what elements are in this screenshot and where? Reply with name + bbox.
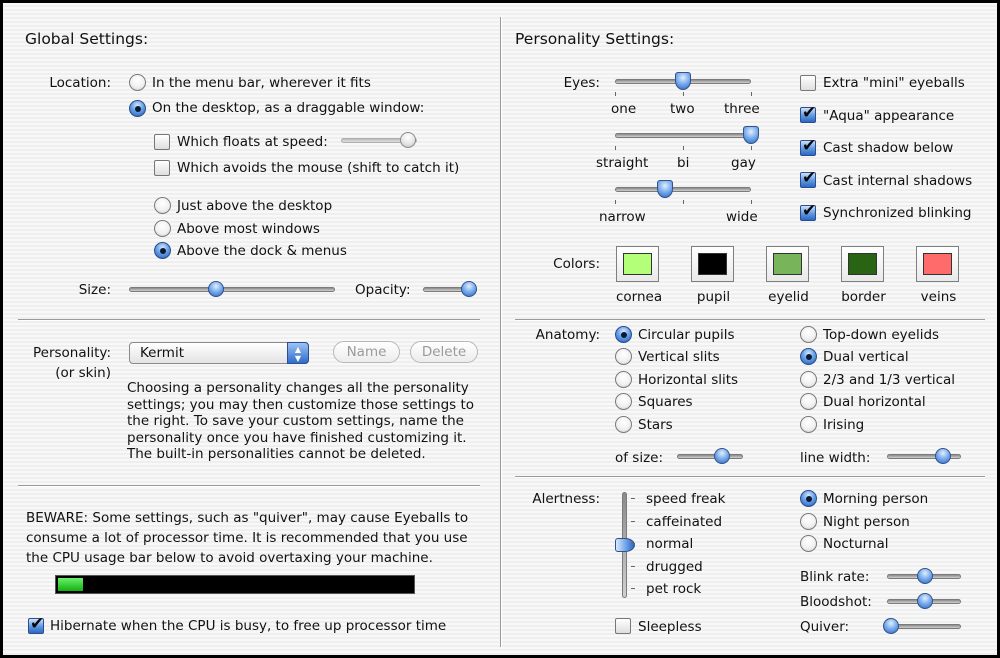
cast-shadow-below-label: Cast shadow below (823, 140, 954, 156)
eyes-width-tick (751, 200, 752, 204)
extra-mini-eyeballs-label: Extra "mini" eyeballs (823, 75, 965, 91)
hibernate-checkbox[interactable] (28, 618, 44, 634)
quiver-label: Quiver: (800, 619, 850, 635)
eyes-count-slider[interactable] (615, 72, 751, 90)
pupil-radio-stars[interactable] (615, 416, 632, 433)
bloodshot-slider[interactable] (887, 592, 961, 610)
color-name-eyelid: eyelid (768, 289, 809, 305)
level-radio-desktop[interactable] (154, 197, 171, 214)
alertness-level-label: normal (646, 536, 694, 552)
eyes-width-tick-label: narrow (599, 209, 646, 225)
person-option-nocturnal: Nocturnal (823, 536, 889, 552)
personality-help-line: personality once you have finished customizing it. (127, 429, 467, 446)
opacity-slider-knob[interactable] (461, 281, 477, 297)
eyes-orientation-tick (615, 146, 616, 150)
eyes-count-tick-label: two (670, 101, 695, 117)
eyes-count-tick (751, 92, 752, 96)
alertness-tick (631, 498, 635, 499)
pupil-swatch (698, 253, 727, 275)
eyes-orientation-tick (751, 146, 752, 150)
name-button[interactable]: Name (333, 341, 400, 363)
location-label: Location: (49, 75, 111, 91)
blink-rate-label: Blink rate: (800, 569, 870, 585)
level-radio-most-windows[interactable] (154, 220, 171, 237)
size-slider-knob[interactable] (208, 281, 224, 297)
quiver-slider[interactable] (887, 617, 961, 635)
color-name-veins: veins (920, 289, 957, 305)
border-swatch (848, 253, 877, 275)
alertness-tick (631, 543, 635, 544)
delete-button[interactable]: Delete (410, 341, 478, 363)
anatomy-label: Anatomy: (535, 327, 600, 343)
floats-speed-slider[interactable] (341, 131, 417, 149)
synchronized-blinking-checkbox[interactable] (800, 205, 816, 221)
size-label: Size: (78, 282, 111, 298)
avoids-mouse-checkbox[interactable] (154, 160, 170, 176)
eyelid-color-well[interactable] (766, 246, 809, 282)
opacity-label: Opacity: (355, 282, 411, 298)
pupil-option-stars: Stars (638, 417, 673, 433)
cpu-usage-bar (55, 575, 415, 594)
eyes-width-tick (683, 200, 684, 204)
eyes-count-tick (615, 92, 616, 96)
person-radio-morning[interactable] (800, 490, 817, 507)
alertness-slider[interactable] (615, 492, 633, 598)
skin-label: (or skin) (55, 365, 111, 381)
aqua-appearance-label: "Aqua" appearance (823, 108, 955, 124)
pupil-radio-circular[interactable] (615, 326, 632, 343)
right-separator-1 (515, 319, 985, 321)
line-width-knob[interactable] (935, 448, 951, 464)
eyes-orientation-slider[interactable] (615, 126, 751, 144)
personality-help-line: settings; you may then customize those settings to (127, 396, 475, 413)
eyelid-radio-dual-horizontal[interactable] (800, 393, 817, 410)
eyes-count-tick (683, 92, 684, 96)
eyes-orientation-tick (683, 146, 684, 150)
pupil-option-horizontal-slits: Horizontal slits (638, 372, 739, 388)
cornea-color-well[interactable] (616, 246, 659, 282)
eyelid-swatch (773, 253, 802, 275)
alertness-level-label: drugged (646, 559, 703, 575)
bloodshot-label: Bloodshot: (800, 594, 872, 610)
border-color-well[interactable] (841, 246, 884, 282)
eyelid-radio-top-down[interactable] (800, 326, 817, 343)
avoids-mouse-label: Which avoids the mouse (shift to catch it) (177, 160, 460, 176)
pupil-option-circular: Circular pupils (638, 327, 735, 343)
level-option-dock-menus: Above the dock & menus (177, 243, 347, 259)
floats-label: Which floats at speed: (177, 134, 328, 150)
line-width-slider[interactable] (887, 447, 961, 465)
pupil-radio-vertical-slits[interactable] (615, 348, 632, 365)
cast-shadow-below-checkbox[interactable] (800, 140, 816, 156)
level-option-most-windows: Above most windows (177, 221, 320, 237)
pupil-size-slider[interactable] (677, 447, 743, 465)
pupil-radio-horizontal-slits[interactable] (615, 371, 632, 388)
blink-rate-knob[interactable] (917, 568, 933, 584)
eyelid-option-dual-vertical: Dual vertical (823, 349, 909, 365)
eyelid-radio-irising[interactable] (800, 416, 817, 433)
global-settings-title: Global Settings: (25, 30, 149, 48)
person-radio-nocturnal[interactable] (800, 535, 817, 552)
location-radio-desktop[interactable] (129, 100, 146, 117)
left-separator-1 (18, 319, 480, 321)
person-radio-night[interactable] (800, 513, 817, 530)
veins-color-well[interactable] (916, 246, 959, 282)
opacity-slider[interactable] (423, 280, 477, 298)
alertness-level-label: pet rock (646, 581, 702, 597)
of-size-label: of size: (615, 450, 664, 466)
eyelid-option-two-thirds: 2/3 and 1/3 vertical (823, 372, 956, 388)
blink-rate-slider[interactable] (887, 567, 961, 585)
personality-help-line: the right. To save your custom settings, name the (127, 413, 464, 429)
beware-line: the CPU usage bar below to avoid overtaxing your machine. (26, 550, 433, 566)
pupil-size-knob[interactable] (714, 448, 730, 464)
alertness-level-label: caffeinated (646, 514, 723, 530)
eyelid-option-dual-horizontal: Dual horizontal (823, 394, 926, 410)
cast-internal-shadows-checkbox[interactable] (800, 172, 816, 188)
personality-popup[interactable] (129, 342, 309, 364)
alertness-tick (631, 521, 635, 522)
floats-checkbox[interactable] (154, 134, 170, 150)
level-radio-dock-menus[interactable] (154, 242, 171, 259)
eyes-width-knob[interactable] (657, 180, 673, 198)
color-name-pupil: pupil (696, 289, 731, 305)
eyes-orientation-tick-label: bi (677, 155, 690, 171)
beware-line: BEWARE: Some settings, such as "quiver", may cause Eyeballs to (26, 510, 469, 526)
sleepless-label: Sleepless (638, 619, 702, 635)
eyes-label: Eyes: (563, 75, 600, 91)
beware-line: consume a lot of processor time. It is recommended that you use (26, 530, 468, 546)
location-radio-menu-bar[interactable] (129, 74, 146, 91)
cornea-swatch (623, 253, 652, 275)
quiver-knob[interactable] (883, 618, 899, 634)
colors-label: Colors: (553, 256, 600, 272)
eyes-count-tick-label: three (724, 101, 760, 117)
pupil-color-well[interactable] (691, 246, 734, 282)
eyes-count-knob[interactable] (675, 72, 691, 90)
eyes-width-slider[interactable] (615, 180, 751, 198)
color-name-border: border (841, 289, 886, 305)
line-width-label: line width: (800, 450, 871, 466)
eyes-width-tick (615, 200, 616, 204)
alertness-tick (631, 588, 635, 589)
eyelid-radio-dual-vertical[interactable] (800, 348, 817, 365)
personality-label: Personality: (33, 345, 111, 361)
eyes-count-tick-label: one (611, 101, 637, 117)
bloodshot-knob[interactable] (917, 593, 933, 609)
cast-internal-shadows-label: Cast internal shadows (823, 173, 973, 189)
color-name-cornea: cornea (616, 289, 663, 305)
person-option-morning: Morning person (823, 491, 929, 507)
pupil-option-squares: Squares (638, 394, 693, 410)
alertness-tick (631, 566, 635, 567)
person-option-night: Night person (823, 514, 910, 530)
beware-text (26, 508, 468, 568)
size-slider[interactable] (129, 280, 335, 298)
right-separator-2 (515, 476, 985, 478)
pupil-radio-squares[interactable] (615, 393, 632, 410)
cpu-usage-fill (58, 578, 83, 591)
personality-help-line: The built-in personalities cannot be deleted. (127, 446, 426, 462)
alertness-knob[interactable] (615, 538, 635, 552)
veins-swatch (923, 253, 952, 275)
sleepless-checkbox[interactable] (615, 618, 631, 634)
eyes-orientation-tick-label: straight (596, 155, 649, 171)
alertness-label: Alertness: (532, 491, 600, 507)
floats-speed-knob[interactable] (400, 132, 416, 148)
location-option-desktop: On the desktop, as a draggable window: (152, 100, 425, 116)
personality-popup-value: Kermit (140, 345, 184, 361)
eyelid-option-top-down: Top-down eyelids (823, 327, 940, 343)
pupil-option-vertical-slits: Vertical slits (638, 349, 720, 365)
eyes-orientation-knob[interactable] (743, 126, 759, 144)
vertical-separator (500, 17, 502, 647)
synchronized-blinking-label: Synchronized blinking (823, 205, 972, 221)
personality-help-line: Choosing a personality changes all the personality (127, 380, 469, 396)
popup-arrows-icon: ▲ ▼ (287, 342, 309, 364)
left-separator-2 (18, 485, 480, 487)
alertness-level-label: speed freak (646, 491, 726, 507)
aqua-appearance-checkbox[interactable] (800, 107, 816, 123)
location-option-menu-bar: In the menu bar, wherever it fits (152, 75, 371, 91)
eyes-width-tick-label: wide (726, 209, 758, 225)
eyelid-option-irising: Irising (823, 417, 865, 433)
eyes-orientation-tick-label: gay (731, 155, 756, 171)
personality-settings-title: Personality Settings: (515, 30, 675, 48)
level-option-desktop: Just above the desktop (177, 198, 333, 214)
eyelid-radio-two-thirds[interactable] (800, 371, 817, 388)
extra-mini-eyeballs-checkbox[interactable] (800, 75, 816, 91)
personality-help-text (127, 380, 474, 463)
hibernate-label: Hibernate when the CPU is busy, to free up processor time (50, 618, 447, 634)
